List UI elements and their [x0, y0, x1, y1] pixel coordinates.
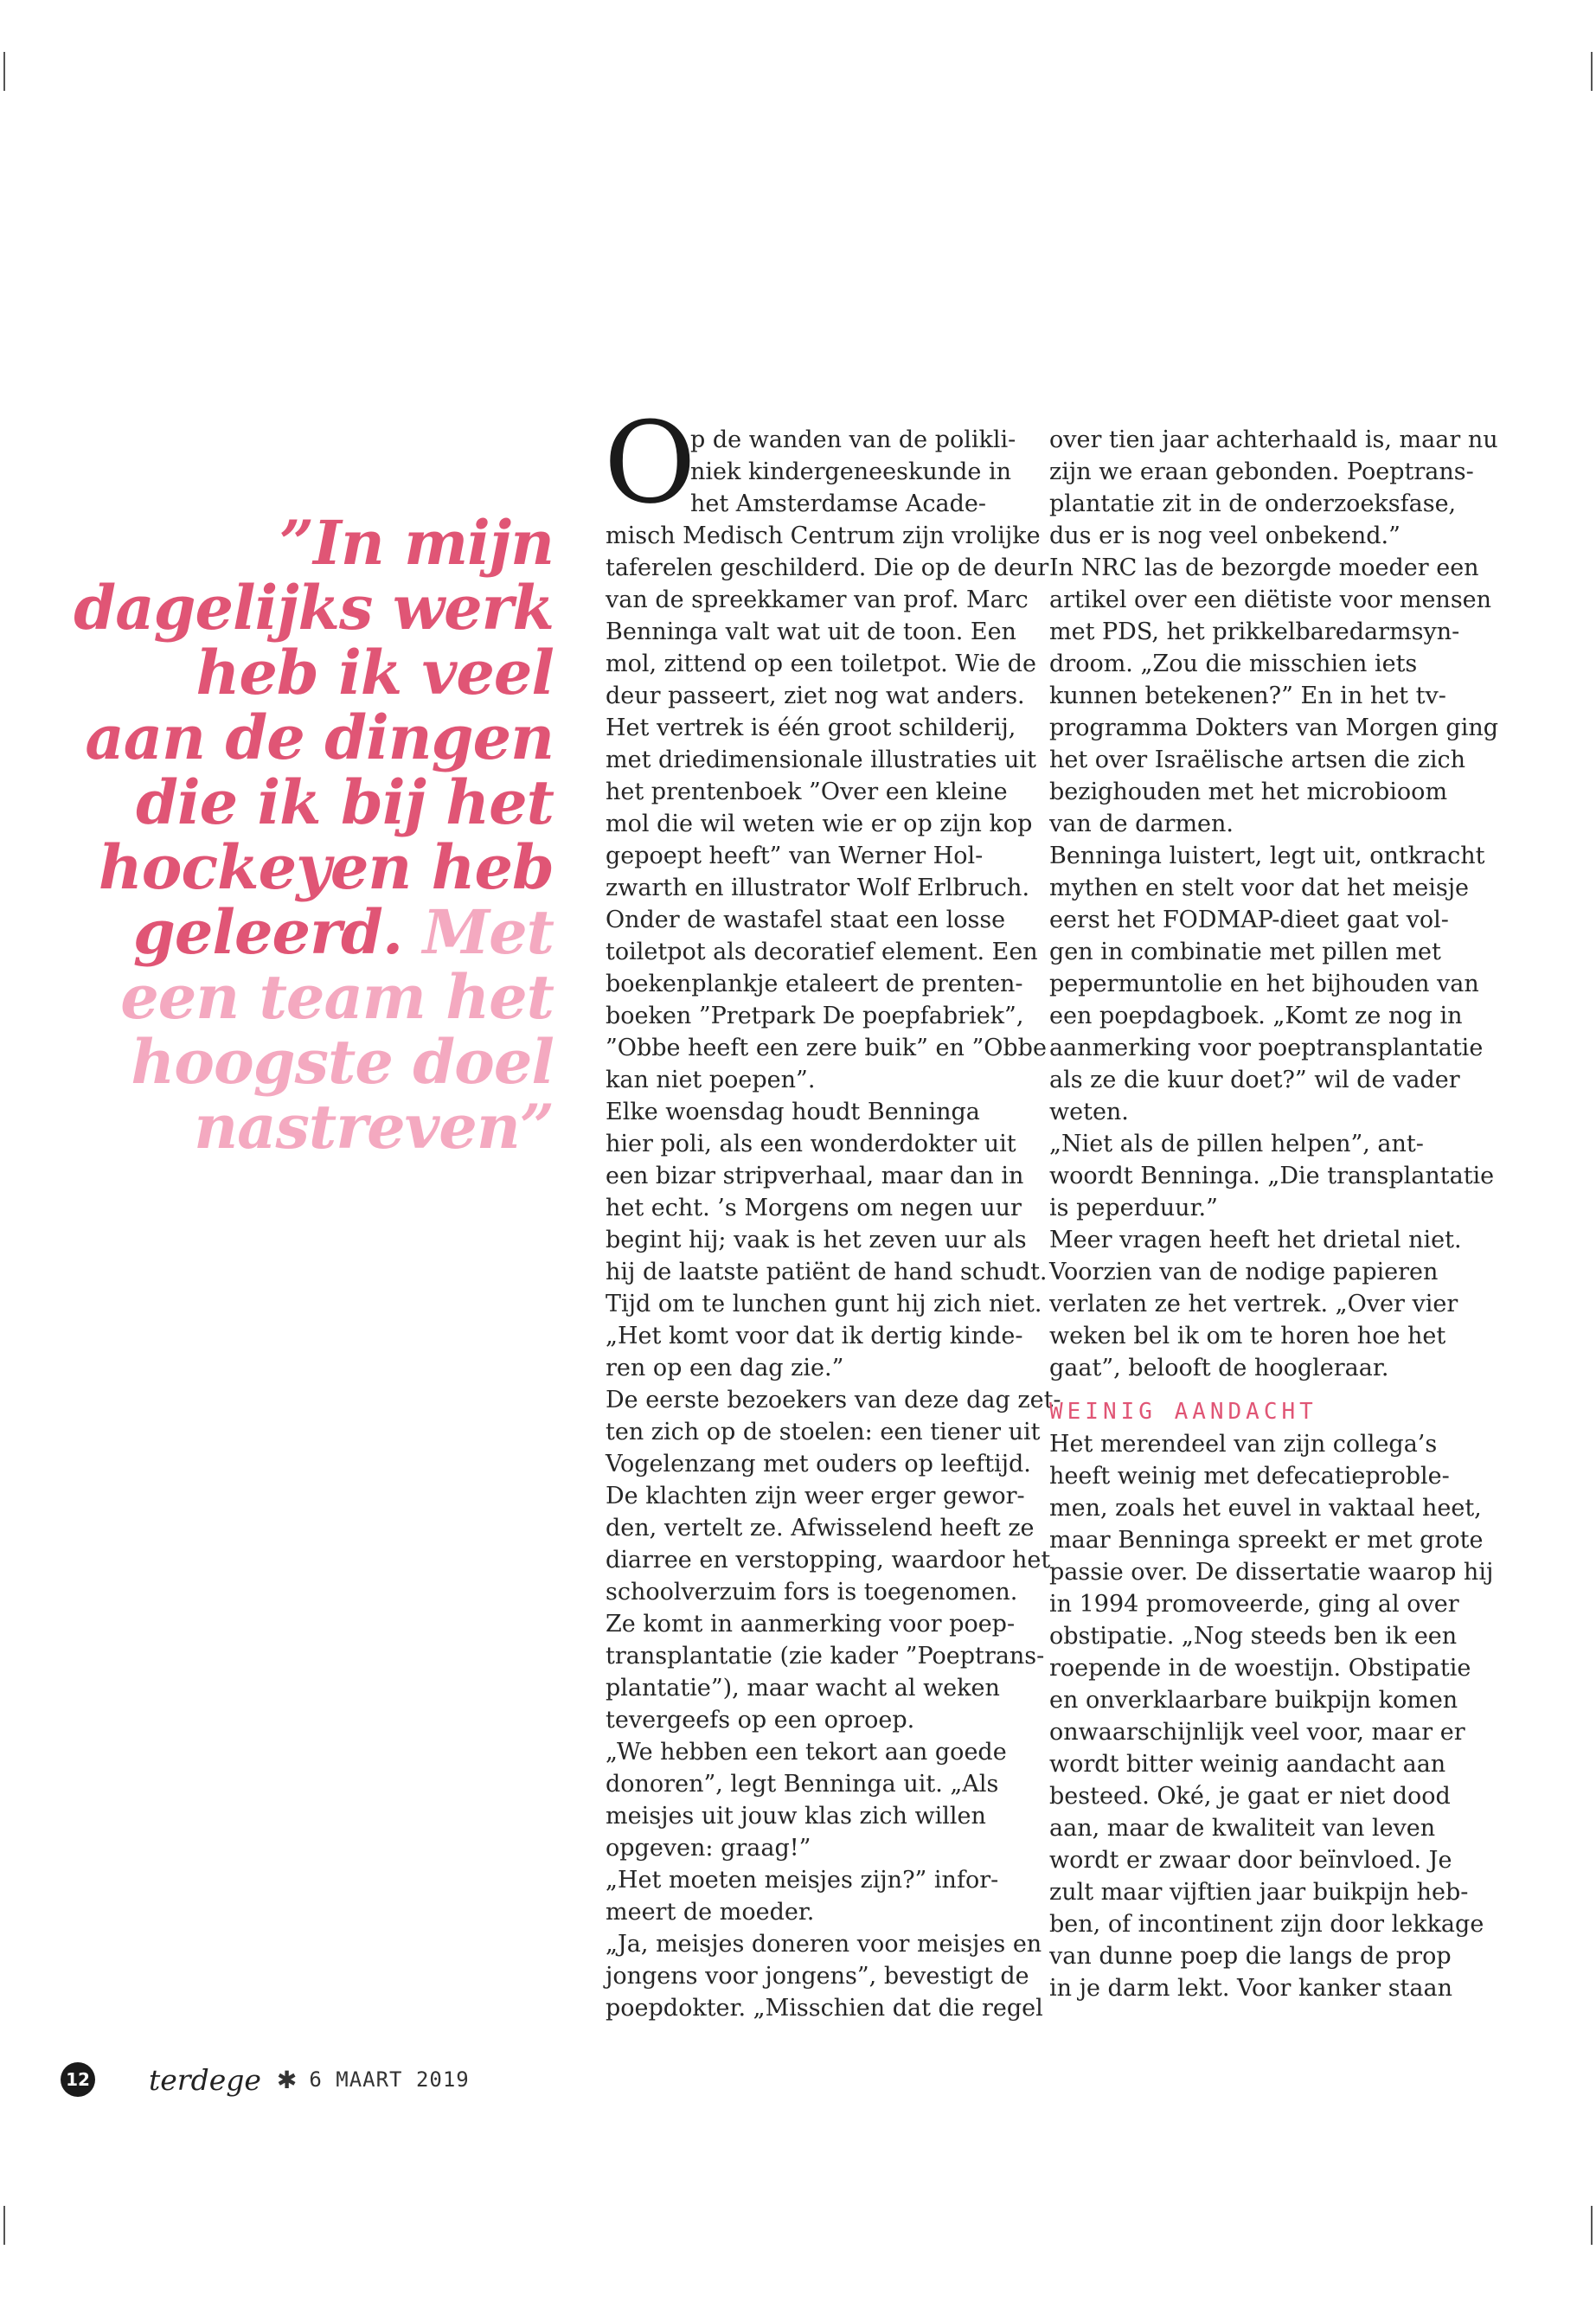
quote-line: hoogste doel [131, 1026, 554, 1098]
text-line: van de spreekkamer van prof. Marc [606, 586, 1029, 613]
text-line: ben, of incontinent zijn door lekkage [1049, 1911, 1484, 1938]
text-line: Tijd om te lunchen gunt hij zich niet. [606, 1291, 1042, 1317]
text-line: donoren”, legt Benninga uit. „Als [606, 1771, 999, 1798]
text-line: hier poli, als een wonderdokter uit [606, 1131, 1016, 1157]
text-line: zwarth en illustrator Wolf Erlbruch. [606, 875, 1030, 901]
text-line: plantatie”), maar wacht al weken [606, 1675, 1000, 1702]
text-line: droom. „Zou die misschien iets [1049, 651, 1418, 677]
text-line: Benninga luistert, legt uit, ontkracht [1049, 843, 1485, 869]
text-line: mol die wil weten wie er op zijn kop [606, 811, 1033, 837]
text-line: zijn we eraan gebonden. Poeptrans- [1049, 458, 1474, 485]
text-line: jongens voor jongens”, bevestigt de [606, 1963, 1029, 1990]
crop-mark-bottom-left [3, 2206, 5, 2245]
text-line: In NRC las de bezorgde moeder een [1049, 554, 1479, 581]
quote-line: ”In mijn [279, 507, 554, 579]
drop-cap: O [604, 397, 696, 529]
text-line: niek kindergeneeskunde in [690, 458, 1011, 485]
text-line: deur passeert, ziet nog wat anders. [606, 683, 1025, 709]
text-line: Elke woensdag houdt Benninga [606, 1099, 980, 1125]
section-subheading: WEINIG AANDACHT [1049, 1399, 1317, 1425]
quote-line: dagelijks werk [74, 572, 554, 644]
quote-line: die ik bij het [136, 766, 554, 838]
text-line: weten. [1049, 1099, 1129, 1125]
text-line: ”Obbe heeft een zere buik” en ”Obbe [606, 1035, 1047, 1061]
text-line: in 1994 promoveerde, ging al over [1049, 1591, 1459, 1618]
text-line: dus er is nog veel onbekend.” [1049, 522, 1401, 549]
text-line: „Het moeten meisjes zijn?” infor- [606, 1867, 999, 1894]
text-line: artikel over een diëtiste voor mensen [1049, 586, 1492, 613]
text-line: „Ja, meisjes doneren voor meisjes en [606, 1931, 1042, 1958]
text-line: „Niet als de pillen helpen”, ant- [1049, 1131, 1424, 1157]
text-line: Onder de wastafel staat een losse [606, 907, 1006, 933]
text-line: verlaten ze het vertrek. „Over vier [1049, 1291, 1458, 1317]
text-line: met driedimensionale illustraties uit [606, 747, 1036, 773]
quote-line: een team het [120, 961, 554, 1033]
text-line: heeft weinig met defecatieproble- [1049, 1463, 1450, 1490]
text-line: aan, maar de kwaliteit van leven [1049, 1815, 1436, 1842]
text-line: mol, zittend op een toiletpot. Wie de [606, 651, 1036, 677]
text-line: Vogelenzang met ouders op leeftijd. [606, 1451, 1031, 1477]
text-line: pepermuntolie en het bijhouden van [1049, 971, 1479, 997]
quote-line: heb ik veel [195, 637, 554, 708]
text-line: hij de laatste patiënt de hand schudt. [606, 1259, 1048, 1285]
text-line: programma Dokters van Morgen ging [1049, 715, 1499, 741]
text-line: De klachten zijn weer erger gewor- [606, 1483, 1025, 1509]
text-line: mythen en stelt voor dat het meisje [1049, 875, 1470, 901]
text-line: woordt Benninga. „Die transplantatie [1049, 1163, 1495, 1189]
text-line: diarree en verstopping, waardoor het [606, 1547, 1051, 1574]
text-line: „We hebben een tekort aan goede [606, 1739, 1007, 1766]
text-line: het Amsterdamse Acade- [690, 490, 986, 517]
crop-mark-top-left [3, 52, 5, 91]
text-line: zult maar vijftien jaar buikpijn heb- [1049, 1879, 1469, 1906]
text-line: in je darm lekt. Voor kanker staan [1049, 1975, 1452, 2002]
text-line: van de darmen. [1049, 811, 1234, 837]
pull-quote [52, 507, 554, 1163]
text-line: gepoept heeft” van Werner Hol- [606, 843, 984, 869]
quote-line: aan de dingen [85, 702, 554, 773]
text-line: wordt er zwaar door beïnvloed. Je [1049, 1847, 1452, 1874]
crop-mark-bottom-right [1591, 2206, 1593, 2245]
text-line: boeken ”Pretpark De poepfabriek”, [606, 1003, 1024, 1029]
text-line: als ze die kuur doet?” wil de vader [1049, 1067, 1460, 1093]
quote-line: hockeyen heb [98, 831, 554, 903]
text-line: schoolverzuim fors is toegenomen. [606, 1579, 1018, 1606]
text-line: Het merendeel van zijn collega’s [1049, 1431, 1438, 1458]
text-line: plantatie zit in de onderzoeksfase, [1049, 490, 1457, 517]
text-line: „Het komt voor dat ik dertig kinde- [606, 1323, 1023, 1349]
text-line: Voorzien van de nodige papieren [1049, 1259, 1439, 1285]
text-line: opgeven: graag!” [606, 1835, 811, 1862]
page-footer [61, 2062, 470, 2097]
text-line: transplantatie (zie kader ”Poeptrans- [606, 1643, 1045, 1670]
text-line: meert de moeder. [606, 1899, 815, 1926]
text-line: maar Benninga spreekt er met grote [1049, 1527, 1484, 1554]
quote-line: nastreven” [194, 1091, 554, 1163]
text-line: roepende in de woestijn. Obstipatie [1049, 1655, 1471, 1682]
text-line: Ze komt in aanmerking voor poep- [606, 1611, 1016, 1638]
text-line: begint hij; vaak is het zeven uur als [606, 1227, 1027, 1253]
text-line: wordt bitter weinig aandacht aan [1049, 1751, 1446, 1778]
article-column-1 [606, 424, 1061, 2024]
text-line: een poepdagboek. „Komt ze nog in [1049, 1003, 1463, 1029]
text-line: taferelen geschilderd. Die op de deur [606, 554, 1049, 581]
text-line: kunnen betekenen?” En in het tv- [1049, 683, 1446, 709]
text-line: boekenplankje etaleert de prenten- [606, 971, 1023, 997]
text-line: en onverklaarbare buikpijn komen [1049, 1687, 1458, 1714]
text-line: Het vertrek is één groot schilderij, [606, 715, 1016, 741]
text-line: den, vertelt ze. Afwisselend heeft ze [606, 1515, 1035, 1541]
text-line: Meer vragen heeft het drietal niet. [1049, 1227, 1462, 1253]
text-line: met PDS, het prikkelbaredarmsyn- [1049, 619, 1460, 645]
text-line: kan niet poepen”. [606, 1067, 816, 1093]
text-line: bezighouden met het microbioom [1049, 779, 1448, 805]
text-line: gaat”, belooft de hoogleraar. [1049, 1355, 1389, 1381]
text-line: besteed. Oké, je gaat er niet dood [1049, 1783, 1451, 1810]
text-line: het echt. ’s Morgens om negen uur [606, 1195, 1022, 1221]
text-line: Benninga valt wat uit de toon. Een [606, 619, 1016, 645]
quote-fragment: Met [422, 896, 554, 968]
text-line: De eerste bezoekers van deze dag zet- [606, 1387, 1061, 1413]
text-line: over tien jaar achterhaald is, maar nu [1049, 426, 1498, 453]
text-line: tevergeefs op een oproep. [606, 1707, 915, 1734]
quote-fragment: geleerd. [132, 896, 403, 968]
text-line: eerst het FODMAP-dieet gaat vol- [1049, 907, 1449, 933]
text-line: aanmerking voor poeptransplantatie [1049, 1035, 1484, 1061]
text-line: een bizar stripverhaal, maar dan in [606, 1163, 1024, 1189]
text-line: is peperduur.” [1049, 1195, 1218, 1221]
issue-date: 6 MAART 2019 [309, 2067, 470, 2092]
text-line: p de wanden van de polikli- [690, 426, 1016, 453]
page-number-badge: 12 [61, 2062, 95, 2097]
text-line: passie over. De dissertatie waarop hij [1049, 1559, 1494, 1586]
text-line: obstipatie. „Nog steeds ben ik een [1049, 1623, 1458, 1650]
text-line: misch Medisch Centrum zijn vrolijke [606, 522, 1041, 549]
text-line: onwaarschijnlijk veel voor, maar er [1049, 1719, 1465, 1746]
magazine-logo: terdege [149, 2062, 261, 2097]
quote-line-mixed [52, 896, 554, 968]
text-line: het over Israëlische artsen die zich [1049, 747, 1465, 773]
text-line: ren op een dag zie.” [606, 1355, 844, 1381]
text-line: meisjes uit jouw klas zich willen [606, 1803, 986, 1830]
crop-mark-top-right [1591, 52, 1593, 91]
text-line: van dunne poep die langs de prop [1049, 1943, 1452, 1970]
text-line: toiletpot als decoratief element. Een [606, 939, 1038, 965]
text-line: het prentenboek ”Over een kleine [606, 779, 1008, 805]
text-line: poepdokter. „Misschien dat die regel [606, 1995, 1043, 2022]
text-line: ten zich op de stoelen: een tiener uit [606, 1419, 1041, 1445]
text-line: gen in combinatie met pillen met [1049, 939, 1441, 965]
text-line: weken bel ik om te horen hoe het [1049, 1323, 1446, 1349]
asterisk-icon: ✱ [276, 2065, 298, 2094]
text-line: men, zoals het euvel in vaktaal heet, [1049, 1495, 1482, 1522]
article-column-2 [1049, 424, 1499, 2004]
